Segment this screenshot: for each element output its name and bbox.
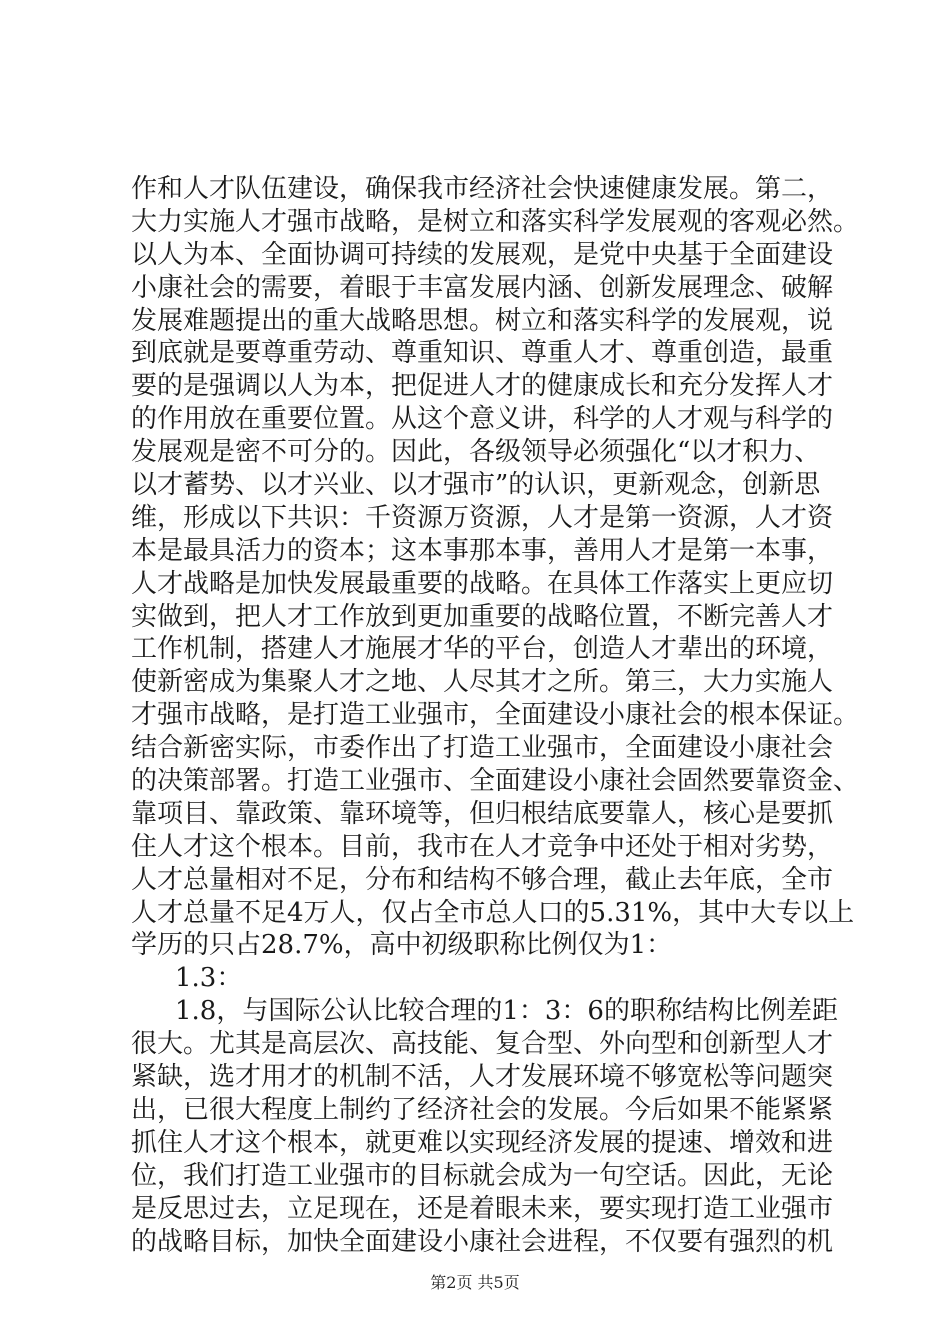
text-line: 位，我们打造工业强市的目标就会成为一句空话。因此，无论	[131, 1160, 834, 1191]
text-line: 小康社会的需要，着眼于丰富发展内涵、创新发展理念、破解	[131, 272, 834, 303]
text-line: 以人为本、全面协调可持续的发展观，是党中央基于全面建设	[131, 239, 834, 270]
text-line: 到底就是要尊重劳动、尊重知识、尊重人才、尊重创造，最重	[131, 338, 834, 369]
text-line: 的决策部署。打造工业强市、全面建设小康社会固然要靠资金、	[131, 766, 860, 797]
body-text	[131, 173, 860, 1258]
text-line: 工作机制，搭建人才施展才华的平台，创造人才辈出的环境，	[131, 634, 834, 665]
text-line: 出，已很大程度上制约了经济社会的发展。今后如果不能紧紧	[131, 1094, 834, 1125]
text-line: 以才蓄势、以才兴业、以才强市”的认识，更新观念，创新思	[131, 470, 821, 501]
text-line: 发展难题提出的重大战略思想。树立和落实科学的发展观，说	[131, 305, 834, 336]
text-line: 实做到，把人才工作放到更加重要的战略位置，不断完善人才	[131, 601, 834, 632]
text-line: 才强市战略，是打造工业强市，全面建设小康社会的根本保证。	[131, 700, 860, 731]
text-line: 要的是强调以人为本，把促进人才的健康成长和充分发挥人才	[131, 371, 834, 402]
text-line: 人才总量不足4万人，仅占全市总人口的5.31%，其中大专以上	[131, 897, 855, 928]
text-line: 发展观是密不可分的。因此，各级领导必须强化“以才积力、	[131, 437, 821, 468]
text-line: 人才战略是加快发展最重要的战略。在具体工作落实上更应切	[131, 568, 834, 599]
text-line: 人才总量相对不足，分布和结构不够合理，截止去年底，全市	[131, 864, 834, 895]
text-line: 本是最具活力的资本；这本事那本事，善用人才是第一本事，	[131, 535, 834, 566]
text-line: 很大。尤其是高层次、高技能、复合型、外向型和创新型人才	[131, 1029, 834, 1060]
text-line: 维，形成以下共识：千资源万资源，人才是第一资源，人才资	[131, 502, 834, 533]
text-line: 住人才这个根本。目前，我市在人才竞争中还处于相对劣势，	[131, 831, 834, 862]
text-line: 作和人才队伍建设，确保我市经济社会快速健康发展。第二，	[131, 174, 834, 204]
text-line: 紧缺，选才用才的机制不活，人才发展环境不够宽松等问题突	[131, 1062, 834, 1093]
text-line: 大力实施人才强市战略，是树立和落实科学发展观的客观必然。	[131, 206, 860, 237]
paragraph-line: 1.3：	[175, 963, 243, 994]
text-line: 的作用放在重要位置。从这个意义讲，科学的人才观与科学的	[131, 404, 834, 435]
text-line: 抓住人才这个根本，就更难以实现经济发展的提速、增效和进	[131, 1127, 834, 1158]
page-number-label: 第2页 共5页	[430, 1273, 520, 1292]
paragraph-line: 1.8，与国际公认比较合理的1：3：6的职称结构比例差距	[175, 996, 838, 1027]
text-line: 结合新密实际，市委作出了打造工业强市，全面建设小康社会	[131, 733, 834, 764]
text-line: 的战略目标，加快全面建设小康社会进程，不仅要有强烈的机	[131, 1226, 834, 1257]
text-line: 使新密成为集聚人才之地、人尽其才之所。第三，大力实施人	[131, 667, 834, 698]
text-line: 靠项目、靠政策、靠环境等，但归根结底要靠人，核心是要抓	[131, 798, 834, 829]
text-line: 是反思过去，立足现在，还是着眼未来，要实现打造工业强市	[131, 1193, 834, 1224]
text-line: 学历的只占28.7%，高中初级职称比例仅为1：	[131, 930, 673, 961]
page-footer	[0, 1273, 950, 1293]
